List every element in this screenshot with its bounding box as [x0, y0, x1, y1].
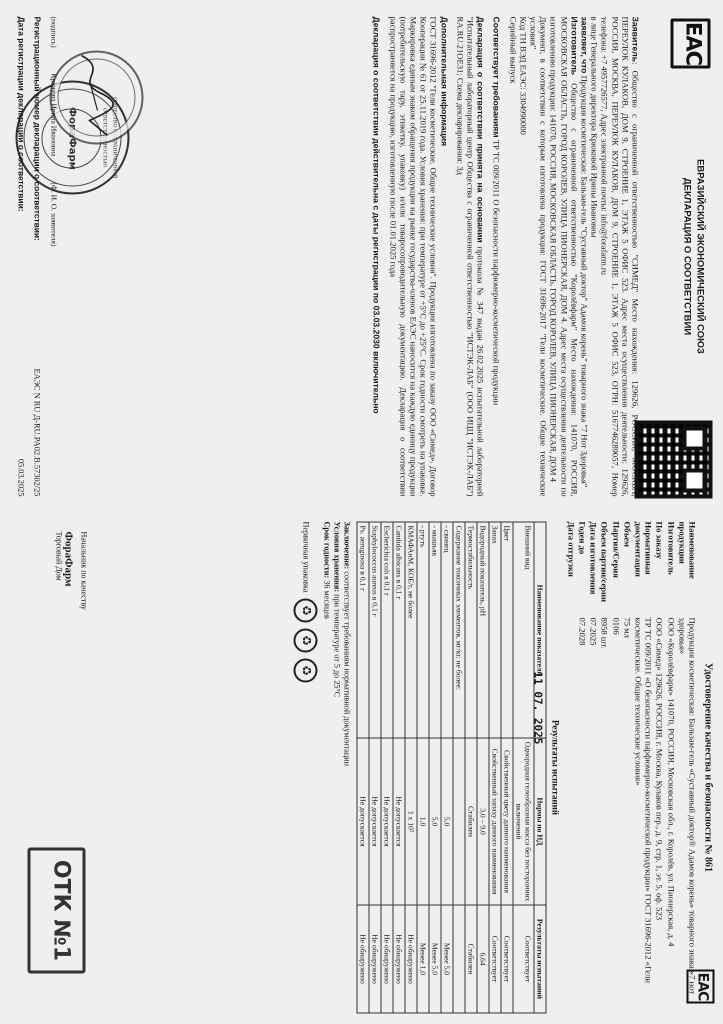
table-cell: Запах: [489, 522, 501, 738]
column-header: Наименование показателя: [534, 522, 546, 738]
serial-text: Серийный выпуск: [508, 16, 519, 84]
table-cell: Candida albicans в 0,1 г: [393, 522, 405, 738]
info-key: Дата изготовления: [588, 521, 599, 595]
validity-text: Декларация о соответствии действительна с даты регистрации по 03.03.2030 включительно: [371, 16, 382, 414]
table-cell: Водородный показатель, pH: [477, 522, 489, 738]
reg-number-label: Регистрационный номер декларации о соответствии:: [32, 16, 43, 241]
quality-head-label: Начальник по качеству: [79, 531, 89, 610]
basis-label: Декларация о соответствии принята на основании: [475, 16, 486, 243]
table-cell: Содержание токсичных элементов, мг/кг, не более:: [453, 522, 465, 738]
shelf-label: Срок годности:: [322, 521, 332, 579]
applicant-paragraph: Заявитель: Общество с ограниченной ответственностью "СИМЕД" Место нахождения: 129626, РОССИЯ, МОСКВА, ПЕРЕУЛОК КУЛАКОВ, ДОМ 9, СТРОЕНИЕ 1, ЭТАЖ 5 ОФИС 523. Адрес места осуществления деятельности: 129626, РОССИЯ, МОСКВА, ПЕРЕУЛОК КУЛАКОВ, ДОМ 9, СТРОЕНИЕ 1, ЭТАЖ 5 ОФИС 523, ОГРН: 5167746289057, Номер телефона: +7 4957726577, Адрес электронной почты: info@forafarm.ru в лице Генерального директора Крюковой Ирины Ивановны заявляет, что Продукция косметическая: Бальзам-гель "Суставный доктор" Адамов корень" товарного знака "7 Нот Здоровья" Изготовитель Общество с ограниченной ответственностью "Королёвфарм" Место нахождения: 141070, РОССИЯ, МОСКОВСКАЯ ОБЛАСТЬ, ГОРОД КОРОЛЕВ, УЛИЦА ПИОНЕРСКАЯ, ДОМ 4. Адрес места осуществления деятельности по изготовлению продукции: 141070, РОССИЯ, МОСКОВСКАЯ ОБЛАСТЬ, ГОРОД КОРОЛЕВ, УЛИЦА ПИОНЕРСКАЯ, ДОМ 4 Документ, в соответствии с которым изготовлена продукция: ГОСТ 31696-2017 "Гели косметические. Общие технические условия" Код ТН ВЭД ЕАЭС: 3304990000 Серийный выпуск: [508, 16, 641, 497]
info-row: [677, 522, 697, 1014]
table-cell: 5,0: [441, 738, 453, 905]
table-cell: Термостабильность: [465, 522, 477, 738]
stamp-ring-text: ОБЩЕСТВО С ОГРАНИЧЕННОЙ ОТВЕТСТВЕННОСТЬЮ: [101, 96, 118, 179]
info-row: [622, 522, 632, 1014]
table-cell: Не допускается: [357, 738, 369, 905]
represented-by: в лице Генерального директора Крюковой Ирины Ивановны: [589, 16, 600, 238]
table-cell: КМАФАнМ, КОЕ/г, не более: [405, 522, 417, 738]
signature-captions: [48, 17, 58, 247]
declaration: [10, 11, 713, 503]
table-cell: Менее 1,0: [417, 905, 429, 1013]
packaging-icons: [294, 522, 318, 1014]
table-cell: Цвет: [501, 522, 513, 738]
validity-paragraph: [372, 17, 382, 497]
info-value: [566, 618, 576, 1014]
results-body: [357, 522, 534, 1013]
recycle-icon: ♻: [294, 628, 318, 652]
brand-text: ФораФарм: [62, 531, 75, 587]
info-row: [655, 522, 665, 1014]
info-key: Дата отгрузки: [566, 521, 577, 577]
trade-house-text: Торговый Дом: [54, 531, 64, 581]
table-cell: Стабилен: [465, 905, 477, 1013]
table-cell: 6,64: [477, 905, 489, 1013]
manufacturer-label: Изготовитель: [569, 16, 580, 76]
table-cell: Не обнаружено: [369, 905, 381, 1013]
eac-logo-small: EAC: [687, 970, 715, 1004]
info-row: [611, 522, 621, 1014]
table-cell: Внешний вид: [513, 522, 534, 738]
info-key: Нормативная документация: [633, 521, 654, 577]
reg-number: ЕАЭС N RU Д-RU.PA02.B.57302/25: [32, 368, 42, 497]
table-row: [441, 522, 453, 1013]
table-cell: 1,0: [417, 738, 429, 905]
info-key: Объем партии/серии: [599, 521, 610, 602]
otk-stamp: ОТК №1: [28, 848, 86, 974]
table-cell: - мышьяк: [429, 522, 441, 738]
applicant-label: Заявитель: [630, 16, 641, 62]
table-row: [369, 522, 381, 1013]
declares-text: Продукция косметическая: Бальзам-гель "Суставный доктор" Адамов корень" товарного знака "7 Нот Здоровья": [579, 75, 590, 488]
conforms-text: ТР ТС 009/2011 О безопасности парфюмерно-косметической продукции: [491, 139, 502, 406]
signature: [70, 51, 120, 141]
eac-logo: EAC: [671, 19, 711, 69]
table-row: [357, 522, 369, 1013]
qr-code: [635, 421, 713, 499]
certificate-info: [566, 522, 697, 1014]
table-cell: Стабилен: [465, 738, 477, 905]
table-cell: Не допускается: [369, 738, 381, 905]
table-cell: 3,0 – 9,0: [477, 738, 489, 905]
table-row: [393, 522, 405, 1013]
basis-paragraph: [455, 17, 486, 497]
info-value: Продукция косметическая: Бальзам-гель «Суставный доктор® Адамов корень» товарного знака «7 нот здоровья»: [677, 617, 698, 995]
header-union: ЕВРАЗИЙСКИЙ ЭКОНОМИЧЕСКИЙ СОЮЗ: [694, 159, 706, 354]
table-cell: Не допускается: [381, 738, 393, 905]
date-stamp: 11 07. 2025: [531, 671, 545, 745]
table-cell: Однородная гелеобразная масса без посторонних включений: [513, 738, 534, 905]
info-value: ТР ТС 009/2011 «О безопасности парфюмерно-косметической продукции» ГОСТ 31696-2012 «Гели косметические. Общие технические условия»: [633, 617, 654, 983]
conclusion-line: [342, 522, 352, 1014]
table-cell: Свойственный цвету данного наименования: [501, 738, 513, 905]
table-row: [381, 522, 393, 1013]
recycle-icon: ♻: [294, 658, 318, 682]
info-value: 0106: [611, 617, 622, 635]
info-row: [588, 522, 598, 1014]
signature-block: [16, 17, 59, 497]
storage-label: Условия хранения:: [332, 521, 342, 593]
table-row: [417, 522, 429, 1013]
reg-number-line: [32, 17, 43, 497]
info-row: [600, 522, 610, 1014]
conforms-paragraph: [492, 17, 502, 497]
applicant-text: Общество с ограниченной ответственностью "СИМЕД" Место нахождения: 129626, РОССИЯ, МОСКВА, ПЕРЕУЛОК КУЛАКОВ, ДОМ 9, СТРОЕНИЕ 1, ЭТАЖ 5 ОФИС 523. Адрес места осуществления деятельности: 129626, РОССИЯ, МОСКВА, ПЕРЕУЛОК КУЛАКОВ, ДОМ 9, СТРОЕНИЕ 1, ЭТАЖ 5 ОФИС 523, ОГРН: 5167746289057, Номер телефона: +7 4957726577, Адрес электронной почты: info@forafarm.ru: [599, 16, 641, 497]
shelf-text: 36 месяцев: [322, 580, 332, 619]
table-row: [465, 522, 477, 1013]
table-cell: Не обнаружено: [405, 905, 417, 1013]
table-cell: Не обнаружено: [381, 905, 393, 1013]
declaration-header: [681, 121, 707, 393]
table-cell: Менее 5,0: [429, 905, 441, 1013]
table-row: [453, 522, 465, 1013]
table-cell: 5,0: [429, 738, 441, 905]
conforms-label: Соответствует требованиям: [491, 16, 502, 138]
signer-caption: (Ф. И. О. заявителя): [49, 182, 59, 247]
table-header-row: [534, 522, 546, 1013]
info-row: [633, 522, 653, 1014]
declaration-body: [366, 17, 641, 497]
info-key: Партия/Серия: [611, 521, 622, 578]
declares-label: заявляет, что: [579, 16, 590, 74]
info-value: 07.2028: [577, 617, 588, 646]
column-header: Результаты испытаний: [534, 905, 546, 1013]
table-cell: [453, 738, 465, 905]
signature-area: [54, 532, 89, 610]
table-row: [513, 522, 534, 1013]
code-text: Код ТН ВЭД ЕАЭС: 3304990000: [518, 16, 529, 135]
results-title: Результаты испытаний: [550, 719, 561, 816]
extra-paragraph: [388, 17, 449, 497]
table-cell: - ртуть: [417, 522, 429, 738]
reg-date-label: Дата регистрации декларации о соответствии:: [16, 16, 27, 212]
info-value: ООО «Симед» 129626, РОССИЯ, г. Москва, Кулаков пер., д. 9, стр. 1, эт. 5, оф. 523: [654, 617, 665, 921]
info-key: Годен до: [577, 521, 588, 555]
table-row: [501, 522, 513, 1013]
table-row: [477, 522, 489, 1013]
table-cell: Соответствует: [513, 905, 534, 1013]
table-cell: Соответствует: [489, 905, 501, 1013]
shelf-line: [322, 522, 332, 1014]
extra-text: ГОСТ 31696-2012 "Гели косметические. Общие технические условия". Продукция изготовлена по заказу ООО «Симед». Договор Кооперации № 61 от 25.11.2019 года. Условия хранения: при температуре от +5°С до +25°С. Срок годности смотреть на упаковке. Маркировка единым знаком обращения продукции на рынке государства-членов ЕАЭС наносится на каждую единицу продукции (потребительскую тару, этикетку, упаковку) и/или товаросопроводительную документацию. Декларация о соответствии распространяется на продукцию, изготовленную после 01.01.2025 года: [388, 16, 439, 497]
info-row: [666, 522, 676, 1014]
signature-icon: [70, 51, 120, 141]
table-row: [429, 522, 441, 1013]
conclusion-label: Заключение:: [342, 521, 352, 570]
table-row: [405, 522, 417, 1013]
basis-text: протокола № 347 выдан 26.02.2025 испытательной лабораторией "Испытательный лабораторный центр Общества с ограниченной ответственностью "ИСТЭК-ЛАБ" (ООО ИЦЦ "ИСТЭК-ЛАБ") RA.RU.21ОЕ31; Схема декларирования: 3д: [455, 16, 486, 497]
table-cell: Не обнаружено: [357, 905, 369, 1013]
packaging-label: Первичная упаковка: [301, 521, 311, 593]
storage-text: при температуре от 5 до 25°С: [332, 594, 342, 698]
info-value: 8958 шт.: [599, 617, 610, 649]
declaration-page: [0, 1, 723, 513]
info-value: ООО «Королёвфарм» 141070, РОССИЯ, Московская обл., г. Королёв, ул. Пионерская, д. 4: [666, 617, 677, 947]
table-cell: Staphylococcus aureus в 0,1 г: [369, 522, 381, 738]
table-cell: - свинец: [441, 522, 453, 738]
quality-certificate: [8, 522, 715, 1014]
results-table: [357, 522, 547, 1014]
info-row: [566, 522, 576, 1014]
manufacturer-text: Общество с ограниченной ответственностью "Королёвфарм" Место нахождения: 141070, РОССИЯ, МОСКОВСКАЯ ОБЛАСТЬ, ГОРОД КОРОЛЕВ, УЛИЦА ПИОНЕРСКАЯ, ДОМ 4. Адрес места осуществления деятельности по изготовлению продукции: 141070, РОССИЯ, МОСКОВСКАЯ ОБЛАСТЬ, ГОРОД КОРОЛЕВ, УЛИЦА ПИОНЕРСКАЯ, ДОМ 4: [548, 16, 580, 497]
info-key: По заказу: [654, 521, 665, 560]
table-cell: Соответствует: [501, 905, 513, 1013]
document-text: Документ, в соответствии с которым изготовлена продукция: ГОСТ 31696-2017 "Гели косметические. Общие технические условия": [528, 16, 549, 497]
signature-caption: (подпись): [49, 16, 59, 48]
certificate-footer: [294, 522, 352, 1014]
stamp-center: ФораФарм: [42, 109, 102, 169]
table-cell: Не обнаружено: [393, 905, 405, 1013]
certificate-page: [0, 512, 723, 1024]
info-value: 07.2025: [588, 617, 599, 646]
conclusion-text: соответствует требованиям нормативной документации: [342, 571, 352, 767]
certificate-title: Удостоверение качества и безопасности № 861: [702, 662, 714, 873]
table-row: [489, 522, 501, 1013]
table-cell: Не допускается: [393, 738, 405, 905]
info-key: Изготовитель: [666, 521, 677, 575]
column-header: Нормы по НД: [534, 738, 546, 905]
storage-line: [332, 522, 342, 1014]
info-key: Объем: [622, 521, 633, 547]
recycle-icon: ♻: [294, 598, 318, 622]
table-cell: [453, 905, 465, 1013]
info-key: Наименование продукции: [677, 521, 698, 579]
table-cell: Ps. aeruginosa в 0,1 г: [357, 522, 369, 738]
reg-date-line: [16, 17, 27, 497]
signer-name: Крюкова Ирина Ивановна: [49, 73, 59, 157]
extra-label: Дополнительная информация: [439, 16, 450, 147]
table-cell: Escherichia coli в 0,1 г: [381, 522, 393, 738]
table-cell: Свойственный запаху данного наименования: [489, 738, 501, 905]
reg-date: 05.03.2025: [16, 458, 26, 497]
table-cell: 1 х 10²: [405, 738, 417, 905]
table-cell: Менее 5,0: [441, 905, 453, 1013]
info-value: 75 мл: [622, 617, 633, 638]
header-title: ДЕКЛАРАЦИЯ О СООТВЕТСТВИИ: [681, 177, 693, 336]
info-row: [577, 522, 587, 1014]
